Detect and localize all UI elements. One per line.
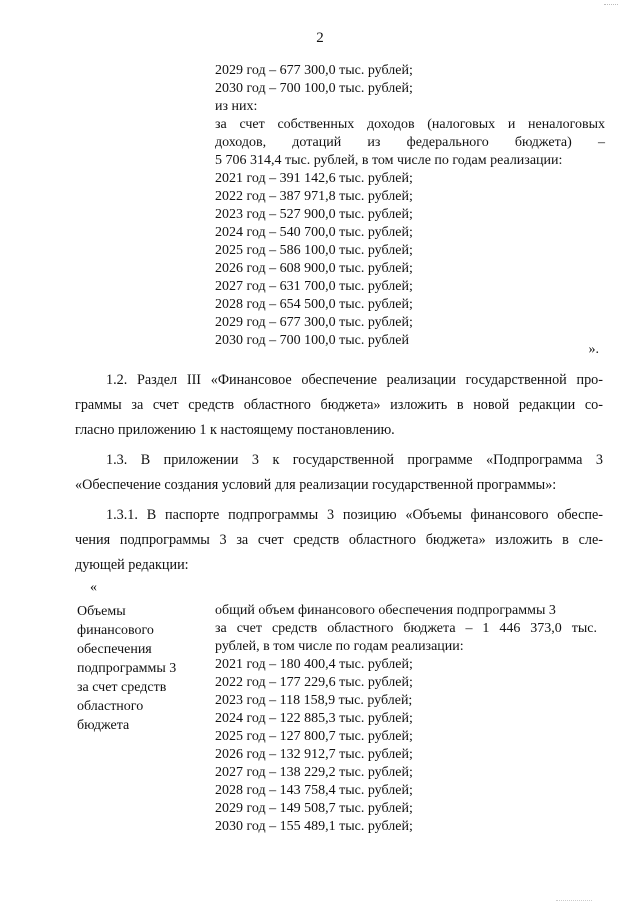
budget-line: доходов, дотаций из федерального бюджета) – xyxy=(215,135,605,150)
label-line: обеспечения xyxy=(77,642,152,657)
budget-continuation-block xyxy=(215,62,605,350)
budget-line: за счет собственных доходов (налоговых и неналоговых xyxy=(215,117,605,132)
label-line: Объемы xyxy=(77,604,126,619)
label-line: бюджета xyxy=(77,718,130,733)
paragraph-line: 1.3. В приложении 3 к государственной программе «Подпрограмма 3 xyxy=(106,452,603,468)
budget-line: 2025 год – 586 100,0 тыс. рублей; xyxy=(215,243,413,258)
paragraph-line: гласно приложению 1 к настоящему постановлению. xyxy=(75,422,395,438)
label-line: за счет средств xyxy=(77,680,167,695)
budget-line: 2030 год – 700 100,0 тыс. рублей xyxy=(215,333,409,348)
budget-line: 2029 год – 677 300,0 тыс. рублей; xyxy=(215,63,413,78)
scan-artifact xyxy=(556,898,592,901)
page-number: 2 xyxy=(316,30,324,46)
closing-quote: ». xyxy=(588,342,599,357)
passport-label-cell xyxy=(77,602,207,735)
value-line: рублей, в том числе по годам реализации: xyxy=(215,639,464,654)
passport-value-cell xyxy=(215,602,597,836)
value-line: 2023 год – 118 158,9 тыс. рублей; xyxy=(215,693,413,708)
paragraph-line: 1.3.1. В паспорте подпрограммы 3 позицию «Объемы финансового обеспе- xyxy=(106,507,603,523)
budget-line: 2028 год – 654 500,0 тыс. рублей; xyxy=(215,297,413,312)
value-line: 2026 год – 132 912,7 тыс. рублей; xyxy=(215,747,413,762)
paragraph-1-2 xyxy=(75,368,603,443)
value-line: 2029 год – 149 508,7 тыс. рублей; xyxy=(215,801,413,816)
budget-line: 2030 год – 700 100,0 тыс. рублей; xyxy=(215,81,413,96)
value-line: 2027 год – 138 229,2 тыс. рублей; xyxy=(215,765,413,780)
opening-quote: « xyxy=(90,580,97,595)
budget-line: 2026 год – 608 900,0 тыс. рублей; xyxy=(215,261,413,276)
label-line: областного xyxy=(77,699,144,714)
paragraph-1-3-1 xyxy=(75,503,603,578)
value-line: 2030 год – 155 489,1 тыс. рублей; xyxy=(215,819,413,834)
budget-line: 2029 год – 677 300,0 тыс. рублей; xyxy=(215,315,413,330)
paragraph-line: чения подпрограммы 3 за счет средств областного бюджета» изложить в сле- xyxy=(75,532,603,548)
value-line: общий объем финансового обеспечения подпрограммы 3 xyxy=(215,603,556,618)
budget-line: 2022 год – 387 971,8 тыс. рублей; xyxy=(215,189,413,204)
budget-line: 2024 год – 540 700,0 тыс. рублей; xyxy=(215,225,413,240)
budget-line: 2021 год – 391 142,6 тыс. рублей; xyxy=(215,171,413,186)
paragraph-line: дующей редакции: xyxy=(75,557,189,573)
paragraph-1-3 xyxy=(75,448,603,498)
budget-line: из них: xyxy=(215,99,258,114)
value-line: 2025 год – 127 800,7 тыс. рублей; xyxy=(215,729,413,744)
budget-line: 5 706 314,4 тыс. рублей, в том числе по годам реализации: xyxy=(215,153,563,168)
value-line: 2024 год – 122 885,3 тыс. рублей; xyxy=(215,711,413,726)
paragraph-line: граммы за счет средств областного бюджета» изложить в новой редакции со- xyxy=(75,397,603,413)
value-line: 2021 год – 180 400,4 тыс. рублей; xyxy=(215,657,413,672)
budget-line: 2023 год – 527 900,0 тыс. рублей; xyxy=(215,207,413,222)
paragraph-line: «Обеспечение создания условий для реализации государственной программы»: xyxy=(75,477,557,493)
value-line: 2028 год – 143 758,4 тыс. рублей; xyxy=(215,783,413,798)
label-line: подпрограммы 3 xyxy=(77,661,177,676)
value-line: 2022 год – 177 229,6 тыс. рублей; xyxy=(215,675,413,690)
value-line: за счет средств областного бюджета – 1 446 373,0 тыс. xyxy=(215,621,597,636)
scan-artifact xyxy=(604,0,618,5)
budget-line: 2027 год – 631 700,0 тыс. рублей; xyxy=(215,279,413,294)
label-line: финансового xyxy=(77,623,154,638)
paragraph-line: 1.2. Раздел III «Финансовое обеспечение реализации государственной про- xyxy=(106,372,603,388)
